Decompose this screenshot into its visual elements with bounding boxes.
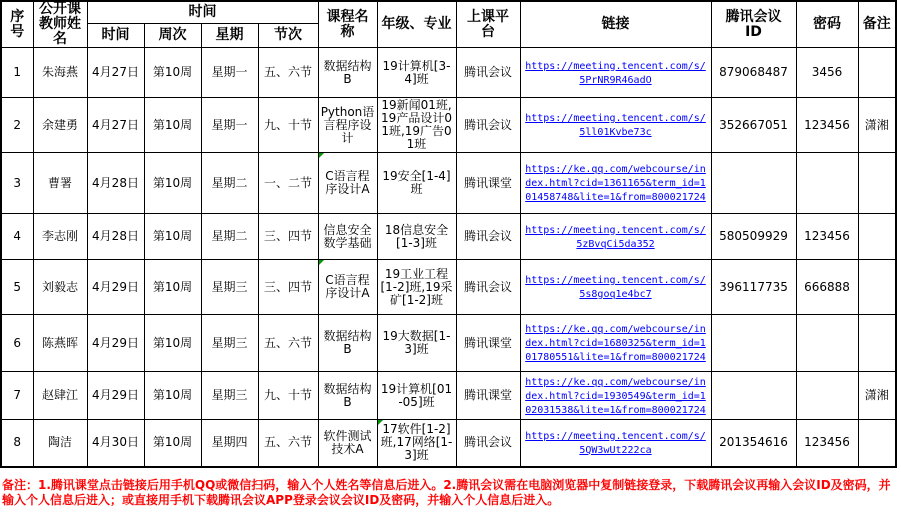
cell-meeting-id — [711, 153, 796, 214]
cell-period: 一、二节 — [258, 153, 318, 214]
cell-flag-icon — [319, 260, 324, 265]
cell-weekday: 星期三 — [201, 372, 258, 420]
table-row — [1, 153, 896, 214]
cell-platform: 腾讯会议 — [456, 260, 520, 315]
cell-period: 三、四节 — [258, 260, 318, 315]
cell-date: 4月27日 — [87, 98, 144, 153]
cell-teacher: 李志刚 — [33, 214, 87, 260]
cell-remark: 潇湘 — [858, 98, 896, 153]
cell-week: 第10周 — [144, 153, 201, 214]
cell-meeting-id: 580509929 — [711, 214, 796, 260]
table-row — [1, 315, 896, 372]
cell-remark: 潇湘 — [858, 372, 896, 420]
cell-meeting-id: 201354616 — [711, 420, 796, 467]
cell-link — [520, 214, 711, 260]
cell-course: 软件测试技术A — [318, 420, 377, 467]
cell-index: 5 — [1, 260, 33, 315]
meeting-link[interactable]: https://meeting.tencent.com/s/5zBvqCi5da352 — [525, 224, 706, 250]
cell-index: 3 — [1, 153, 33, 214]
cell-password: 123456 — [796, 98, 858, 153]
header-weekday: 星期 — [201, 24, 258, 48]
cell-period: 五、六节 — [258, 315, 318, 372]
cell-grade: 19大数据[1-3]班 — [377, 315, 456, 372]
cell-platform: 腾讯课堂 — [456, 153, 520, 214]
cell-platform: 腾讯会议 — [456, 214, 520, 260]
cell-meeting-id: 352667051 — [711, 98, 796, 153]
cell-link — [520, 420, 711, 467]
meeting-link[interactable]: https://ke.qq.com/webcourse/index.html?cid=1930549&term_id=102031538&lite=1&from=800021724 — [525, 376, 706, 416]
cell-remark — [858, 153, 896, 214]
cell-teacher: 赵肆江 — [33, 372, 87, 420]
cell-grade: 17软件[1-2]班,17网络[1-3]班 — [377, 420, 456, 467]
cell-week: 第10周 — [144, 260, 201, 315]
cell-index: 2 — [1, 98, 33, 153]
cell-remark — [858, 214, 896, 260]
cell-meeting-id: 879068487 — [711, 48, 796, 98]
cell-grade: 19计算机[01-05]班 — [377, 372, 456, 420]
cell-link — [520, 48, 711, 98]
cell-weekday: 星期三 — [201, 260, 258, 315]
cell-teacher: 陶洁 — [33, 420, 87, 467]
cell-remark — [858, 420, 896, 467]
cell-week: 第10周 — [144, 48, 201, 98]
cell-password: 123456 — [796, 420, 858, 467]
cell-course: Python语言程序设计 — [318, 98, 377, 153]
cell-password: 666888 — [796, 260, 858, 315]
cell-password — [796, 153, 858, 214]
cell-link — [520, 315, 711, 372]
table-row — [1, 48, 896, 98]
header-week: 周次 — [144, 24, 201, 48]
cell-week: 第10周 — [144, 315, 201, 372]
cell-platform: 腾讯会议 — [456, 420, 520, 467]
cell-teacher: 陈燕晖 — [33, 315, 87, 372]
meeting-link[interactable]: https://meeting.tencent.com/s/5ll01Kvbe73c — [525, 113, 706, 138]
cell-grade: 19安全[1-4]班 — [377, 153, 456, 214]
header-course: 课程名称 — [318, 1, 377, 48]
cell-date: 4月28日 — [87, 214, 144, 260]
cell-index: 7 — [1, 372, 33, 420]
cell-remark — [858, 260, 896, 315]
meeting-link[interactable]: https://meeting.tencent.com/s/5PrNR9R46adO — [525, 60, 706, 86]
cell-date: 4月27日 — [87, 48, 144, 98]
cell-date: 4月30日 — [87, 420, 144, 467]
meeting-link[interactable]: https://meeting.tencent.com/s/5QW3wUt222ca — [525, 430, 706, 456]
cell-weekday: 星期二 — [201, 214, 258, 260]
cell-date: 4月29日 — [87, 372, 144, 420]
table-row — [1, 420, 896, 467]
header-period: 节次 — [258, 24, 318, 48]
meeting-link[interactable]: https://ke.qq.com/webcourse/index.html?cid=1361165&term_id=101458748&lite=1&from=800021724 — [525, 164, 706, 203]
cell-teacher: 朱海燕 — [33, 48, 87, 98]
cell-course: 信息安全数学基础 — [318, 214, 377, 260]
cell-link — [520, 372, 711, 420]
cell-teacher: 刘毅志 — [33, 260, 87, 315]
cell-weekday: 星期一 — [201, 98, 258, 153]
cell-link — [520, 153, 711, 214]
meeting-link[interactable]: https://ke.qq.com/webcourse/index.html?cid=1680325&term_id=101780551&lite=1&from=800021724 — [525, 324, 706, 363]
meeting-link[interactable]: https://meeting.tencent.com/s/5s8goq1e4bc7 — [525, 275, 706, 300]
cell-teacher: 曹署 — [33, 153, 87, 214]
cell-period: 五、六节 — [258, 48, 318, 98]
cell-password — [796, 372, 858, 420]
header-link: 链接 — [520, 1, 711, 48]
cell-meeting-id — [711, 372, 796, 420]
cell-weekday: 星期三 — [201, 315, 258, 372]
cell-password — [796, 315, 858, 372]
header-time-group: 时间 — [87, 1, 318, 24]
cell-link — [520, 260, 711, 315]
cell-grade: 19新闻01班,19产品设计01班,19广告01班 — [377, 98, 456, 153]
cell-course: 数据结构B — [318, 372, 377, 420]
header-teacher: 公开课教师姓名 — [33, 1, 87, 48]
cell-index: 8 — [1, 420, 33, 467]
table-row — [1, 214, 896, 260]
cell-weekday: 星期四 — [201, 420, 258, 467]
cell-index: 6 — [1, 315, 33, 372]
cell-grade: 19计算机[3-4]班 — [377, 48, 456, 98]
cell-meeting-id: 396117735 — [711, 260, 796, 315]
cell-week: 第10周 — [144, 98, 201, 153]
cell-week: 第10周 — [144, 214, 201, 260]
cell-index: 4 — [1, 214, 33, 260]
cell-platform: 腾讯课堂 — [456, 315, 520, 372]
cell-period: 三、四节 — [258, 214, 318, 260]
cell-platform: 腾讯课堂 — [456, 372, 520, 420]
cell-platform: 腾讯会议 — [456, 98, 520, 153]
cell-week: 第10周 — [144, 372, 201, 420]
cell-password: 123456 — [796, 214, 858, 260]
cell-period: 九、十节 — [258, 372, 318, 420]
cell-date: 4月29日 — [87, 260, 144, 315]
header-date: 时间 — [87, 24, 144, 48]
cell-meeting-id — [711, 315, 796, 372]
cell-grade: 18信息安全[1-3]班 — [377, 214, 456, 260]
header-remark: 备注 — [858, 1, 896, 48]
table-row — [1, 260, 896, 315]
header-platform: 上课平台 — [456, 1, 520, 48]
cell-remark — [858, 48, 896, 98]
header-index: 序号 — [1, 1, 33, 48]
cell-weekday: 星期一 — [201, 48, 258, 98]
cell-period: 五、六节 — [258, 420, 318, 467]
cell-password: 3456 — [796, 48, 858, 98]
cell-date: 4月28日 — [87, 153, 144, 214]
cell-remark — [858, 315, 896, 372]
cell-week: 第10周 — [144, 420, 201, 467]
cell-platform: 腾讯会议 — [456, 48, 520, 98]
header-password: 密码 — [796, 1, 858, 48]
cell-flag-icon — [319, 153, 324, 158]
cell-link — [520, 98, 711, 153]
header-meeting-id: 腾讯会议ID — [711, 1, 796, 48]
cell-course: 数据结构B — [318, 48, 377, 98]
table-body — [1, 48, 896, 467]
cell-course: C语言程序设计A — [318, 260, 377, 315]
cell-period: 九、十节 — [258, 98, 318, 153]
cell-grade: 19工业工程[1-2]班,19采矿[1-2]班 — [377, 260, 456, 315]
header-grade: 年级、专业 — [377, 1, 456, 48]
table-row — [1, 98, 896, 153]
cell-weekday: 星期二 — [201, 153, 258, 214]
cell-date: 4月29日 — [87, 315, 144, 372]
cell-teacher: 余建勇 — [33, 98, 87, 153]
table-row — [1, 372, 896, 420]
cell-flag-icon — [378, 420, 383, 425]
cell-index: 1 — [1, 48, 33, 98]
cell-course: C语言程序设计A — [318, 153, 377, 214]
cell-course: 数据结构B — [318, 315, 377, 372]
footer-note: 备注：1.腾讯课堂点击链接后用手机QQ或微信扫码，输入个人姓名等信息后进入。2.腾讯会议需在电脑浏览器中复制链接登录，下载腾讯会议再输入会议ID及密码，并输入个人信息后进入；或直接用手机下载腾讯会议APP登录会议会议ID及密码，并输入个人信息后进入。 — [2, 478, 891, 507]
